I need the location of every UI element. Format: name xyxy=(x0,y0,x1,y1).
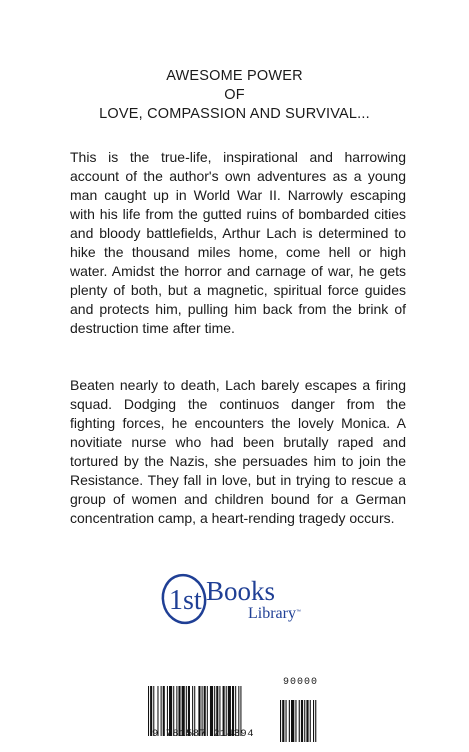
barcode-addon-bar xyxy=(295,700,296,742)
barcode-addon-bar xyxy=(313,700,314,742)
barcode-addon-bar xyxy=(304,700,305,742)
barcode-ean-digits: 9 781587 214394 xyxy=(152,728,255,740)
logo-prefix: 1st xyxy=(169,585,202,616)
barcode-bar xyxy=(148,686,149,736)
barcode-addon-bar xyxy=(282,700,284,742)
barcode-addon-digits: 90000 xyxy=(283,677,319,688)
back-cover-headline xyxy=(0,67,469,124)
barcode-addon-bar xyxy=(301,700,303,742)
barcode-addon-bar xyxy=(280,700,281,742)
logo-sub: Library xyxy=(248,605,296,622)
barcode-addon-bar xyxy=(291,700,294,742)
barcode-addon-bar xyxy=(289,700,290,742)
logo-main: Books xyxy=(206,576,276,606)
barcode-addon-bar xyxy=(315,700,316,742)
publisher-logo xyxy=(160,568,310,628)
barcode-addon-bar xyxy=(310,700,311,742)
headline-line-1: AWESOME POWER xyxy=(166,68,303,84)
isbn-barcode xyxy=(148,676,323,752)
synopsis-paragraph-2: Beaten nearly to death, Lach barely escapes a firing squad. Dodging the continuos danger from the fighting forces, he encounters the lovely Monica. A novitiate nurse who had been brutally raped and tortured by the Nazis, she persuades him to join the Resistance. They fall in love, but in trying to rescue a group of women and children bound for a German concentration camp, a heart-rending tragedy occurs. xyxy=(70,377,406,526)
headline-line-2: OF xyxy=(224,87,245,103)
barcode-addon-bar xyxy=(286,700,287,742)
headline-line-3: LOVE, COMPASSION AND SURVIVAL... xyxy=(99,106,370,122)
synopsis-paragraph-1: This is the true-life, inspirational and harrowing account of the author's own adventures as a young man caught up in World War II. Narrowly escaping with his life from the gutted ruins of bombarded cities and bloody battlefields, Arthur Lach is determined to hike the thousand miles home, come hell or high water. Amidst the horror and carnage of war, he gets plenty of both, but a magnetic, spiritual force guides and protects him, pulling him back from the brink of destruction time after time. xyxy=(70,149,406,336)
barcode-addon-bar xyxy=(299,700,300,742)
barcode-addon-bar xyxy=(306,700,308,742)
logo-tm: ™ xyxy=(296,609,301,615)
